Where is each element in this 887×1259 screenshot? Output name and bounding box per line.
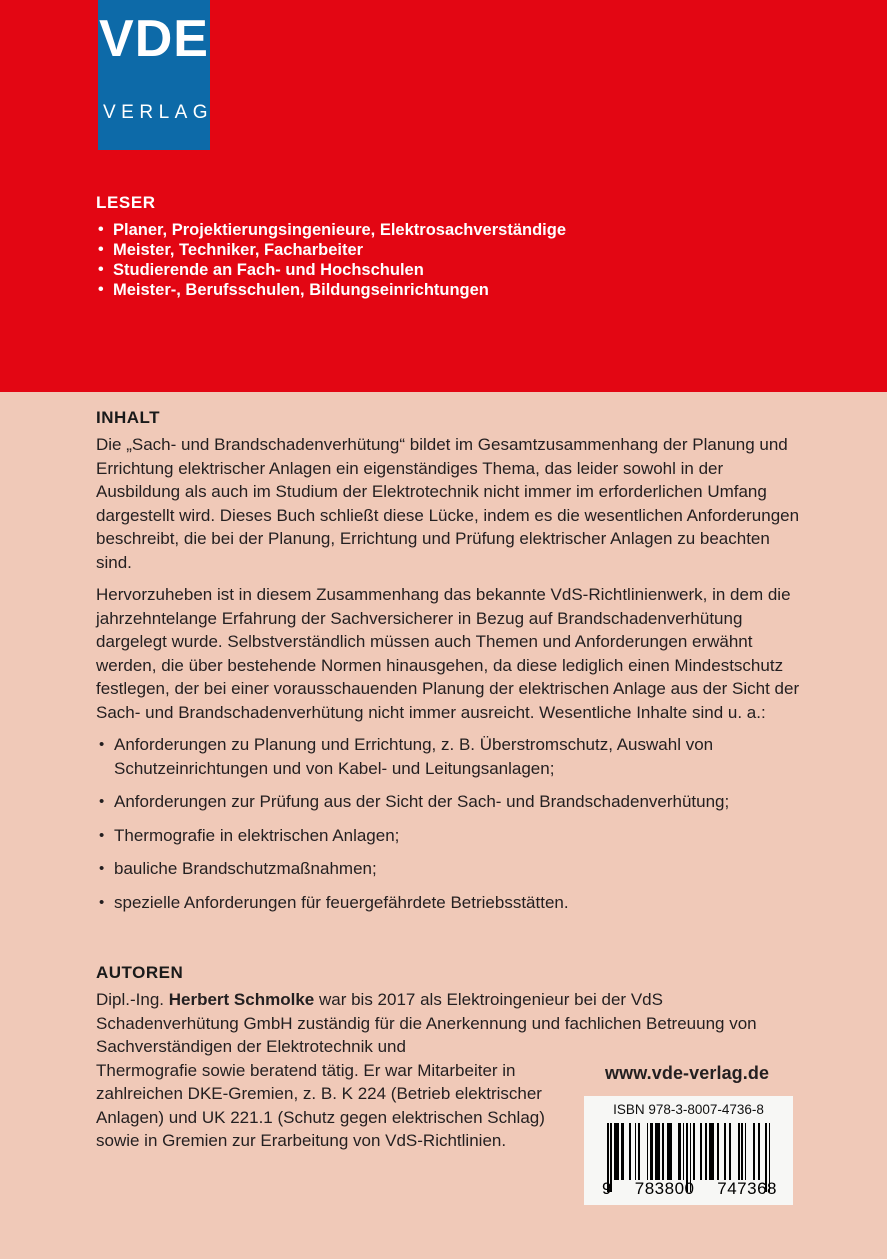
inhalt-item-label: Anforderungen zur Prüfung aus der Sicht der Sach- und Brandschadenverhütung; <box>114 792 730 811</box>
autoren-heading: AUTOREN <box>96 963 184 982</box>
leser-heading: LESER <box>96 193 156 212</box>
list-item <box>96 857 802 881</box>
bullet-icon: • <box>99 893 105 911</box>
bullet-icon: • <box>99 736 105 753</box>
publisher-website: www.vde-verlag.de <box>605 1063 770 1083</box>
autoren-bio-wide <box>96 988 776 1059</box>
list-item <box>96 790 802 814</box>
autoren-bio-narrow: Thermografie sowie beratend tätig. Er war Mitarbeiter in zahlreichen DKE-Gremien, z. B. K 224 (Betrieb elektrischer Anlagen) und UK 221.1 (Schutz gegen elektrischen Schlag) sowie in Gremien zur Erarbeitung von VdS-Richtlinien. <box>96 1060 545 1150</box>
barcode-digit-group: 783800 <box>634 1179 695 1198</box>
leser-item-label: Planer, Projektierungsingenieure, Elektrosachverständige <box>113 221 567 239</box>
inhalt-paragraph-1: Die „Sach- und Brandschadenverhütung“ bildet im Gesamtzusammenhang der Planung und Errichtung elektrischer Anlagen ein eigenständiges Thema, das leider sowohl in der Ausbildung als auch im Studium der Elektrotechnik nicht immer im erforderlichen Umfang dargestellt wird. Dieses Buch schließt diese Lücke, indem es die wesentlichen Anforderungen beschreibt, die bei der Planung, Errichtung und Prüfung elektrischer Anlagen zu beachten sind. <box>96 435 800 572</box>
bullet-icon: • <box>99 826 105 844</box>
inhalt-heading: INHALT <box>96 408 161 427</box>
inhalt-paragraph-2: Hervorzuheben ist in diesem Zusammenhang das bekannte VdS-Richtlinienwerk, in dem die jahrzehntelange Erfahrung der Sachversicherer in Bezug auf Brandschadenverhütung dargelegt wurde. Selbstverständlich müssen auch Themen und Anforderungen erwähnt werden, die über bestehende Normen hinausgehen, da diese lediglich einen Mindestschutz festlegen, der bei einer vorausschauenden Planung der elektrischen Anlage aus der Sicht der Sach- und Brandschadenverhütung nicht immer ausreicht. Wesentliche Inhalte sind u. a.: <box>96 585 800 722</box>
vde-verlag-logo <box>98 0 214 150</box>
inhalt-list <box>96 733 802 914</box>
bullet-icon: • <box>98 281 104 298</box>
leser-list <box>96 220 796 300</box>
inhalt-section <box>96 409 802 924</box>
autoren-title-prefix: Dipl.-Ing. <box>96 990 169 1009</box>
bullet-icon: • <box>98 261 104 278</box>
leser-item-label: Meister, Techniker, Facharbeiter <box>113 241 364 259</box>
leser-item-label: Studierende an Fach- und Hochschulen <box>113 261 424 279</box>
inhalt-item-label: Anforderungen zu Planung und Errichtung, z. B. Überstromschutz, Auswahl von Schutzeinrichtungen und von Kabel- und Leitungsanlagen; <box>114 735 714 778</box>
list-item <box>96 280 796 300</box>
list-item <box>96 824 802 848</box>
bullet-icon: • <box>98 221 104 238</box>
inhalt-item-label: Thermografie in elektrischen Anlagen; <box>114 825 400 845</box>
inhalt-item-label: bauliche Brandschutzmaßnahmen; <box>114 859 377 878</box>
bullet-icon: • <box>98 241 104 258</box>
barcode-digit-group: 9 <box>602 1179 612 1198</box>
barcode-digits <box>602 1180 777 1197</box>
autoren-bio-text-wide: war bis 2017 als Elektroingenieur bei der VdS Schadenverhütung GmbH zuständig für die Anerkennung und fachlichen Betreuung von Sachverständigen der Elektrotechnik und <box>96 990 757 1056</box>
autoren-name: Herbert Schmolke <box>168 990 315 1009</box>
list-item <box>96 891 802 915</box>
logo-verlag-text: VERLAG <box>103 102 214 123</box>
logo-vde-text: VDE <box>99 10 209 68</box>
isbn-label: ISBN 978-3-8007-4736-8 <box>613 1102 764 1117</box>
leser-item-label: Meister-, Berufsschulen, Bildungseinrichtungen <box>113 281 489 299</box>
list-item <box>96 240 796 260</box>
isbn-barcode <box>584 1096 793 1205</box>
list-item <box>96 260 796 280</box>
barcode-bars <box>607 1123 771 1180</box>
barcode-digit-group: 747368 <box>717 1179 777 1198</box>
inhalt-item-label: spezielle Anforderungen für feuergefährdete Betriebsstätten. <box>114 892 569 912</box>
list-item <box>96 220 796 240</box>
list-item <box>96 733 802 780</box>
bullet-icon: • <box>99 793 105 810</box>
bullet-icon: • <box>99 860 105 877</box>
leser-section <box>96 194 796 300</box>
